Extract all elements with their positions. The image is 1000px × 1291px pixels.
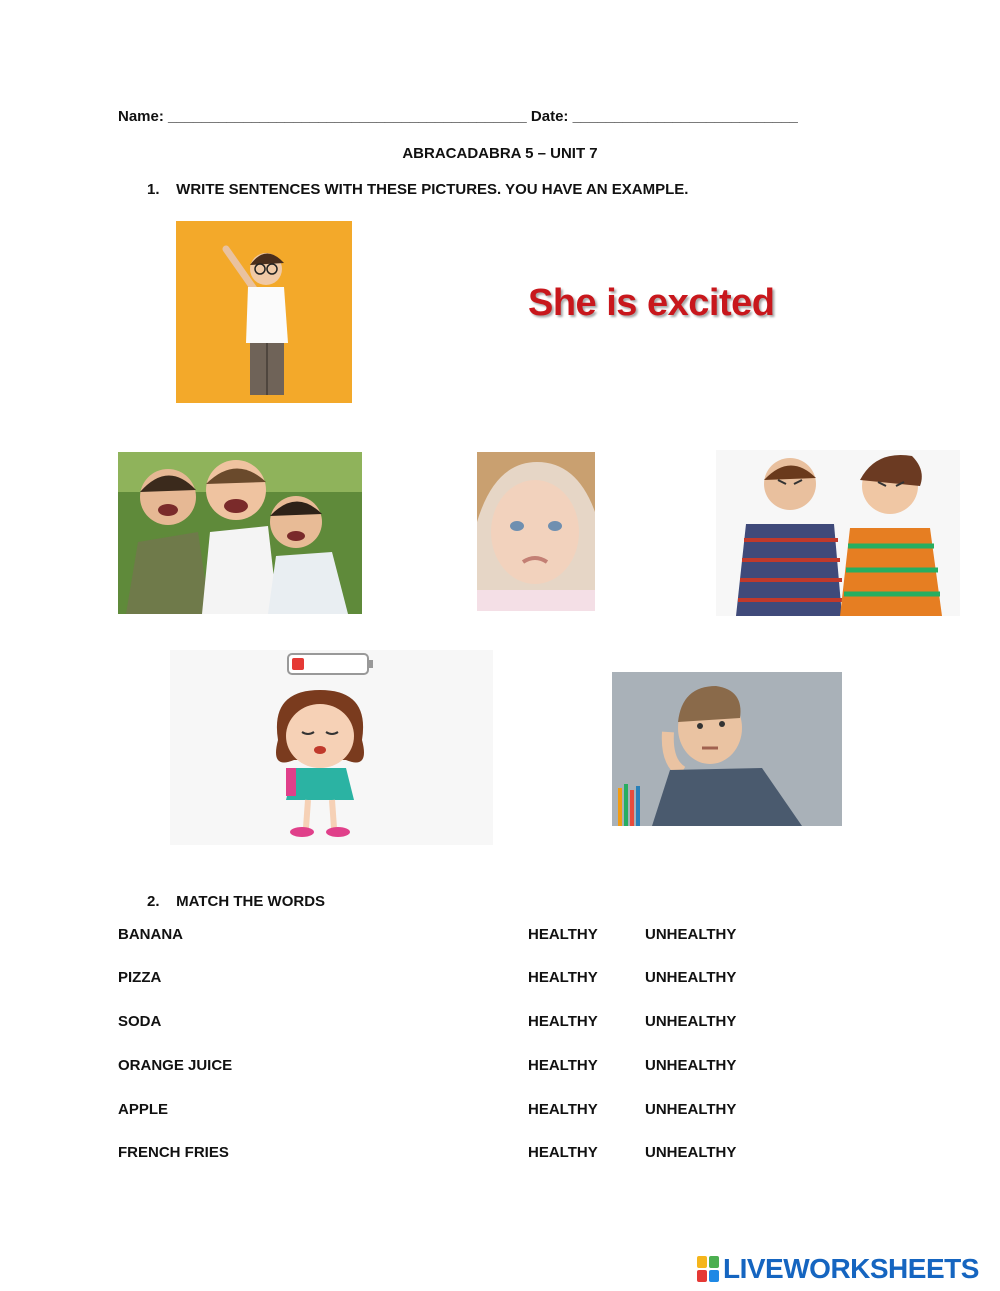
match-row (0, 1013, 1000, 1035)
food-word: ORANGE JUICE (118, 1057, 233, 1074)
example-sentence: She is excited (528, 282, 775, 324)
match-row (0, 969, 1000, 991)
bored-boy-photo (612, 672, 842, 826)
food-word: PIZZA (118, 969, 162, 986)
food-word: APPLE (118, 1101, 169, 1118)
match-row (0, 1057, 1000, 1079)
laughing-boys-photo (118, 452, 362, 614)
tired-girl-picture (170, 650, 493, 845)
exercise-1-instruction: 1. WRITE SENTENCES WITH THESE PICTURES. YOU HAVE AN EXAMPLE. (147, 181, 689, 198)
exercise-2-instruction: 2. MATCH THE WORDS (147, 893, 326, 910)
unhealthy-option[interactable]: UNHEALTHY (645, 926, 737, 943)
food-word: FRENCH FRIES (118, 1144, 229, 1161)
logo-mark-icon (697, 1256, 719, 1282)
angry-boys-photo (716, 450, 960, 616)
healthy-option[interactable]: HEALTHY (528, 1013, 598, 1030)
unhealthy-option[interactable]: UNHEALTHY (645, 1013, 737, 1030)
healthy-option[interactable]: HEALTHY (528, 1101, 598, 1118)
name-date-line: Name: ___________________________________________ Date: ___________________________ (118, 108, 798, 125)
food-word: SODA (118, 1013, 162, 1030)
unhealthy-option[interactable]: UNHEALTHY (645, 1144, 737, 1161)
food-word: BANANA (118, 926, 183, 943)
unhealthy-option[interactable]: UNHEALTHY (645, 1101, 737, 1118)
logo-text: LIVEWORKSHEETS (723, 1253, 979, 1284)
match-row (0, 1144, 1000, 1166)
worksheet-title: ABRACADABRA 5 – UNIT 7 (402, 145, 598, 162)
healthy-option[interactable]: HEALTHY (528, 1057, 598, 1074)
match-row (0, 926, 1000, 948)
healthy-option[interactable]: HEALTHY (528, 926, 598, 943)
excited-girl-photo (176, 221, 352, 403)
unhealthy-option[interactable]: UNHEALTHY (645, 1057, 737, 1074)
unhealthy-option[interactable]: UNHEALTHY (645, 969, 737, 986)
healthy-option[interactable]: HEALTHY (528, 969, 598, 986)
match-row (0, 1101, 1000, 1123)
sad-girl-photo (477, 452, 595, 611)
liveworksheets-logo (697, 1253, 979, 1285)
healthy-option[interactable]: HEALTHY (528, 1144, 598, 1161)
